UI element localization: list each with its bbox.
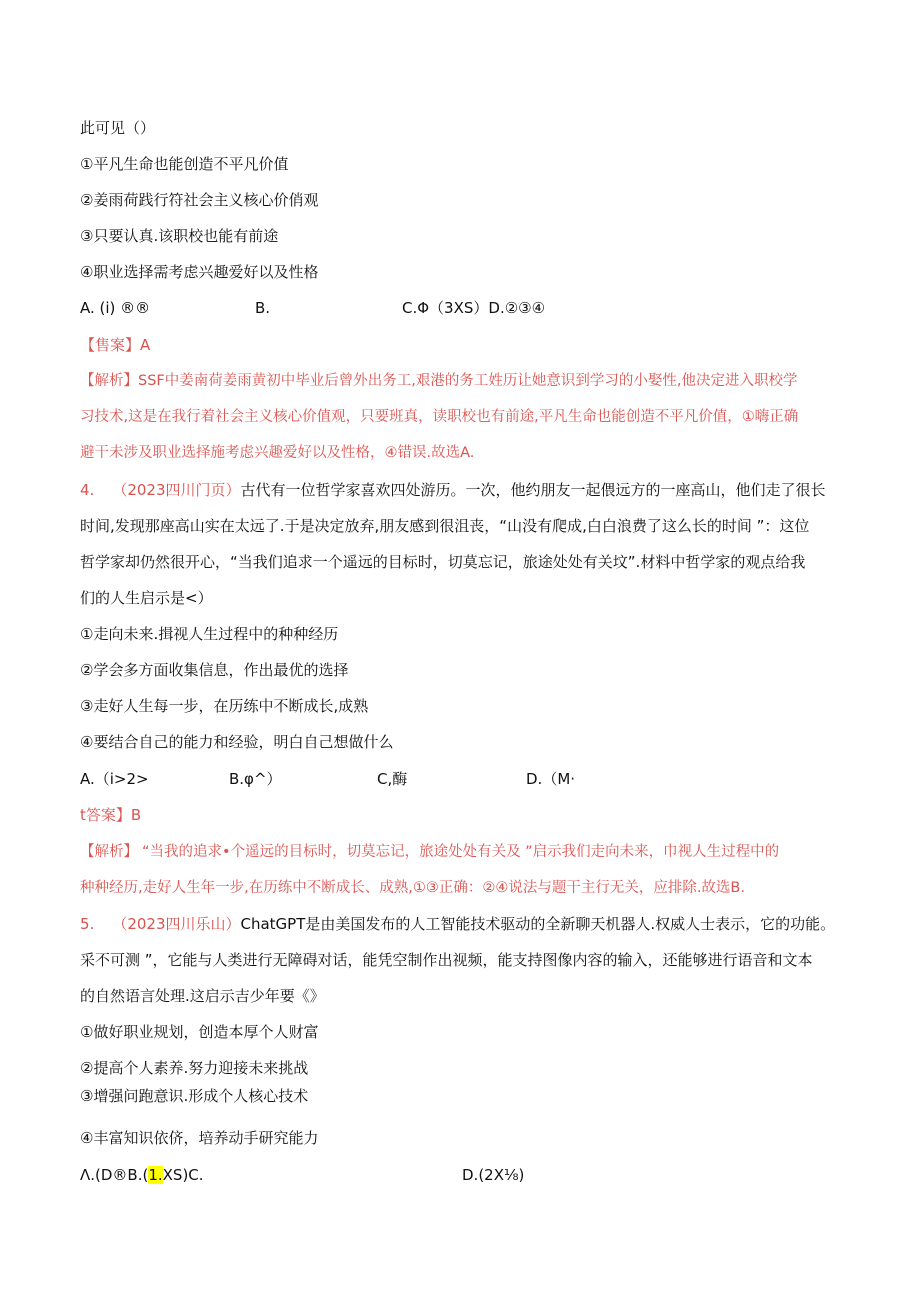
q4-choice-a: A.（i>2> [80, 770, 149, 788]
q4-choice-d: D.（M· [526, 770, 576, 788]
q4-option-2: ②学会多方面收集信息，作出最优的选择 [80, 661, 349, 679]
question-5-line-1 [80, 914, 835, 934]
explanation-text: SSF中姜南荷姜雨黄初中毕业后曾外出务工,艰港的务工姓历让她意识到学习的小娶性,他决定进入职校学 [138, 373, 798, 389]
q5-option-4: ④丰富知识依侪，培养动手研究能力 [80, 1129, 319, 1147]
option-1: ①平凡生命也能创造不平凡价值 [80, 155, 289, 173]
q5-option-3: ③增强问跑意识.形成个人核心技术 [80, 1087, 309, 1105]
q5-choice-d: D.(2X⅛) [462, 1166, 525, 1184]
explanation-text: “当我的追求•个遥远的目标时，切莫忘记，旅途处处有关及 ”启示我们走向未来，巾视人生过程中的 [142, 844, 780, 860]
explanation-1-line-1 [80, 371, 797, 391]
q4-option-4: ④要结合自己的能力和经验，明白自己想做什么 [80, 733, 394, 751]
q5-option-1: ①做好职业规划，创造本厚个人财富 [80, 1023, 319, 1041]
choice-a: A. (i) ®® [80, 299, 151, 317]
option-4: ④职业选择需考虑兴趣爱好以及性格 [80, 263, 319, 281]
choice-cd: C.Φ（3XS）D.②③④ [402, 299, 546, 317]
question-stem-tail: 此可见（） [80, 119, 156, 137]
q4-choice-b: B.φ^） [229, 770, 282, 788]
answer-value: A [140, 336, 151, 354]
question-4-line-3: 哲学家却仍然很开心，“当我们追求一个遥远的目标时，切莫忘记，旅途处处有关坟”.材料中哲学家的观点给我 [80, 553, 806, 571]
q4-option-3: ③走好人生每一步，在历练中不断成长,成熟 [80, 697, 369, 715]
answer-2 [80, 805, 141, 825]
q5-option-2: ②提高个人素养.努力迎接未来挑战 [80, 1059, 309, 1077]
explanation-label: 【解析】 [80, 844, 138, 860]
question-number: 4. [80, 481, 95, 499]
question-5-line-2: 采不可测 ”，它能与人类进行无障碍对话，能凭空制作出视频，能支持图像内容的输入，还能够进行语音和文本 [80, 951, 813, 969]
highlighted-text: 1. [148, 1166, 163, 1184]
answer-label: t答案】 [80, 806, 131, 824]
question-4-line-1 [80, 480, 826, 500]
option-2: ②姜雨荷践行符社会主义核心价俏观 [80, 191, 319, 209]
q5-choices-abc [80, 1165, 204, 1185]
option-3: ③只要认真.该职校也能有前途 [80, 227, 279, 245]
question-text: ChatGPT是由美国发布的人工智能技术驱动的全新聊天机器人.权威人士表示，它的功能。 [240, 915, 836, 933]
question-source: （2023四川门页） [112, 481, 241, 499]
q5-choice-c: XS)C. [162, 1166, 204, 1184]
question-5-line-3: 的自然语言处理.这启示吉少年要《》 [80, 987, 325, 1005]
explanation-label: 【解析】 [80, 373, 138, 389]
explanation-1-line-2: 习技术,这是在我行着社会主义核心价值观，只要班真，读职校也有前途,平凡生命也能创造不平凡价值，①嗨正确 [80, 409, 799, 425]
answer-value: B [130, 806, 142, 824]
question-4-line-4: 们的人生启示是<） [80, 589, 213, 607]
q4-option-1: ①走向未来.揖视人生过程中的种种经历 [80, 625, 339, 643]
explanation-2-line-1 [80, 842, 779, 862]
question-4-line-2: 时间,发现那座高山实在太远了.于是决定放弃,朋友感到很沮丧，“山没有爬成,白白浪费了这么长的时间 ”：这位 [80, 517, 810, 535]
question-text: 古代有一位哲学家喜欢四处游历。一次，他约朋友一起偎远方的一座高山，他们走了很长 [240, 481, 826, 499]
q4-choice-c: C,酶 [377, 770, 408, 788]
explanation-2-line-2: 种种经历,走好人生年一步,在历练中不断成长、成熟,①③正确：②④说法与题干主行无关，应排除.故选B. [80, 880, 745, 896]
answer-label: 【售案】 [80, 336, 141, 354]
answer-1 [80, 335, 150, 355]
q5-choice-a-b-prefix: Λ.(D®B.( [80, 1166, 149, 1184]
explanation-1-line-3: 避干未涉及职业选择施考虑兴趣爱好以及性格，④错误.故选A. [80, 445, 475, 461]
question-number: 5. [80, 915, 95, 933]
choice-b: B. [255, 299, 271, 317]
question-source: （2023四川乐山） [112, 915, 241, 933]
